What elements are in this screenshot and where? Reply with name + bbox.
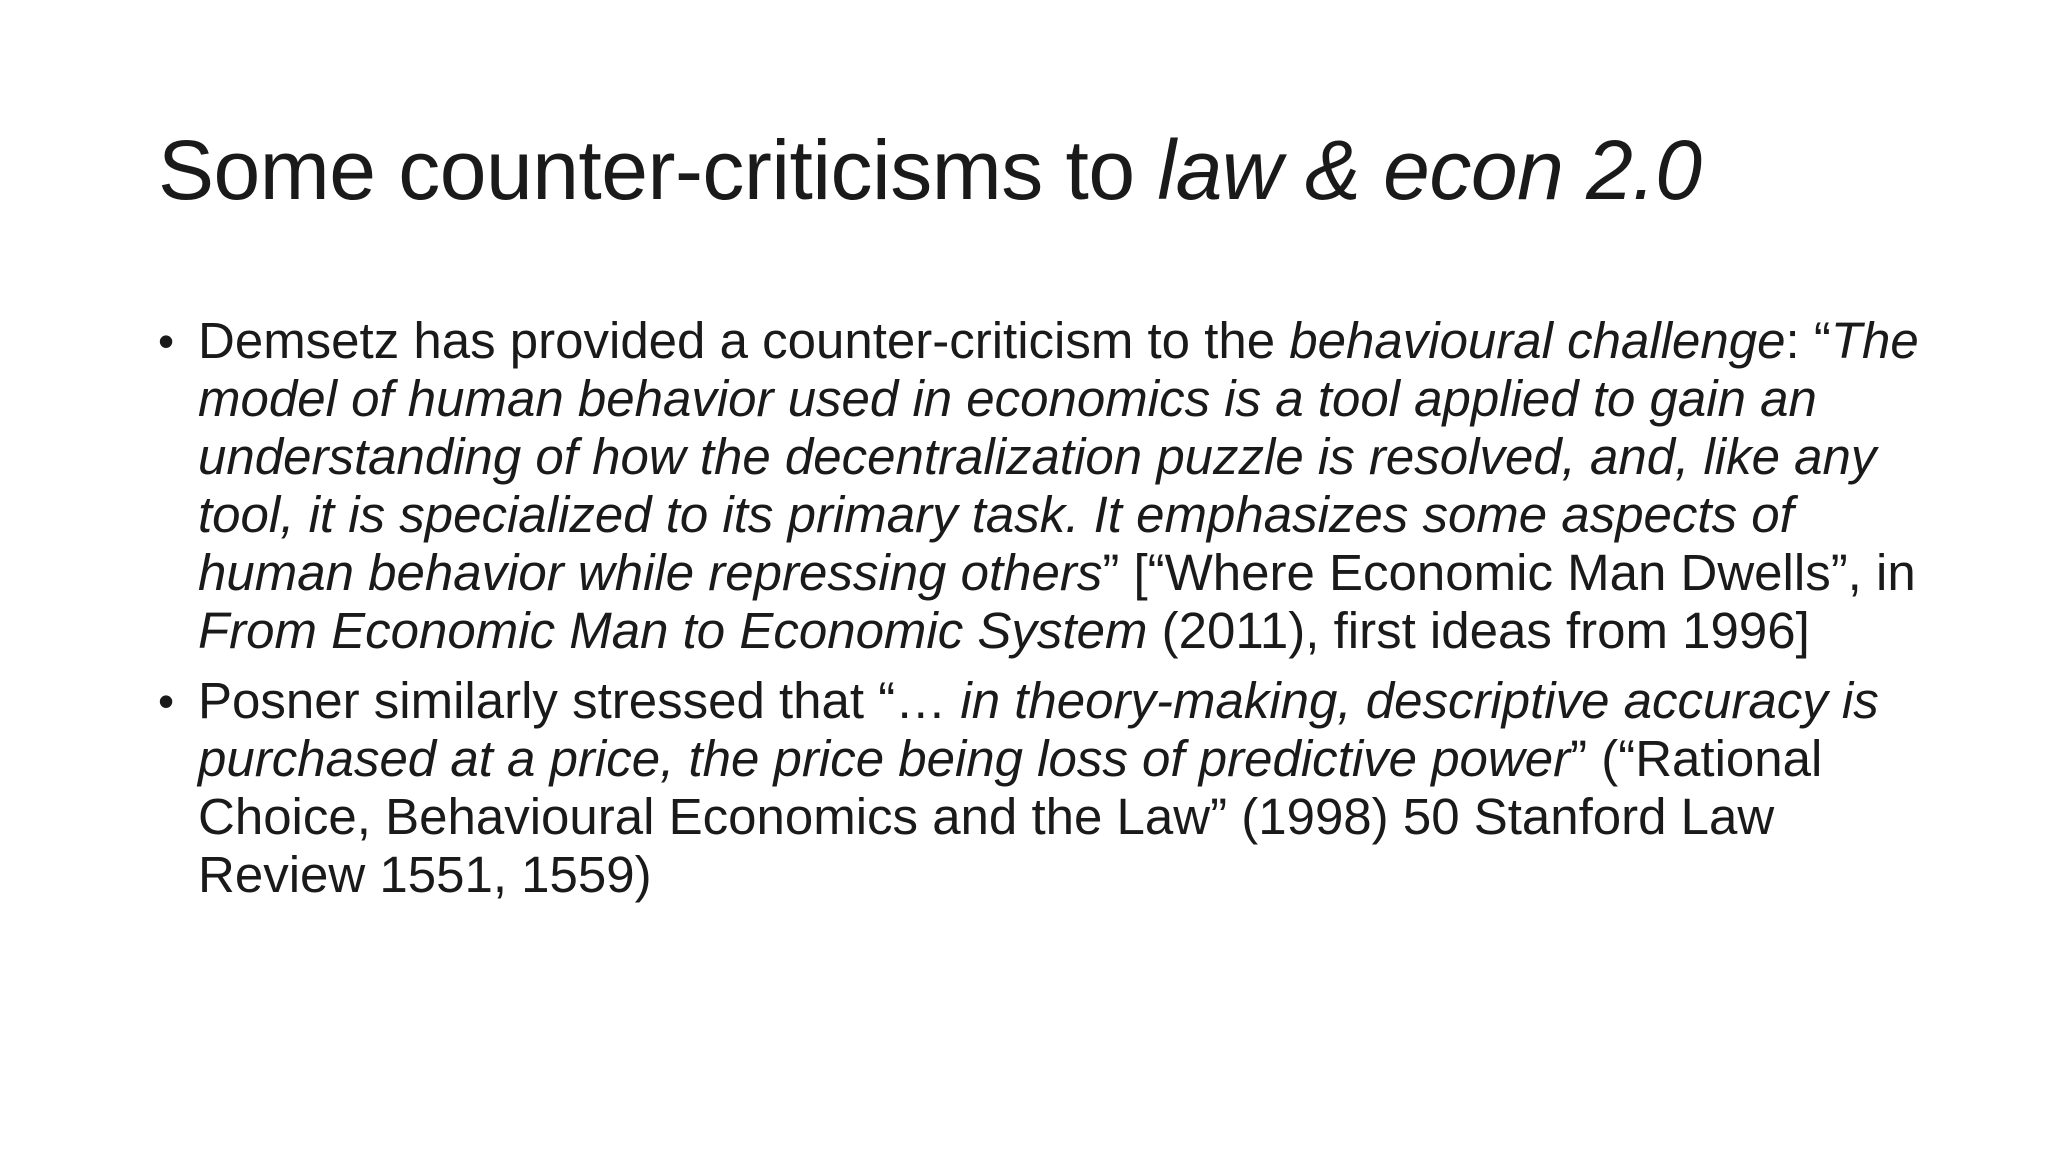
bullet-text: Demsetz has provided a counter-criticism to the xyxy=(198,312,1290,369)
bullet-text: ” (“Rational Choice, Behavioural Economics and the Law” (1998) 50 Stanford Law Review 1551, 1559) xyxy=(198,730,1823,903)
bullet-text: ” [“Where Economic Man Dwells”, in xyxy=(1102,544,1916,601)
bullet-list xyxy=(160,312,1920,916)
bullet-text: (2011), first ideas from 1996] xyxy=(1147,602,1810,659)
title-italic-text: law & econ 2.0 xyxy=(1157,123,1702,217)
title-text: Some counter-criticisms to xyxy=(158,123,1158,217)
slide-title xyxy=(158,124,1958,216)
bullet-marker: • xyxy=(158,675,175,727)
bullet-item-demsetz xyxy=(160,312,1920,660)
bullet-text: Posner similarly stressed that “… xyxy=(198,672,961,729)
bullet-text: : “ xyxy=(1785,312,1831,369)
bullet-item-posner xyxy=(160,672,1920,904)
bullet-text-italic: behavioural challenge xyxy=(1289,312,1786,369)
bullet-quote-italic: in theory-making, descriptive accuracy is purchased at a price, the price being loss of predictive power xyxy=(198,672,1879,787)
bullet-quote-italic: The model of human behavior used in economics is a tool applied to gain an understanding of how the decentralization puzzle is resolved, and, like any tool, it is specialized to its primary task. It emphasizes some aspects of human behavior while repressing others xyxy=(198,312,1919,601)
bullet-book-title-italic: From Economic Man to Economic System xyxy=(198,602,1148,659)
bullet-marker: • xyxy=(158,315,175,367)
